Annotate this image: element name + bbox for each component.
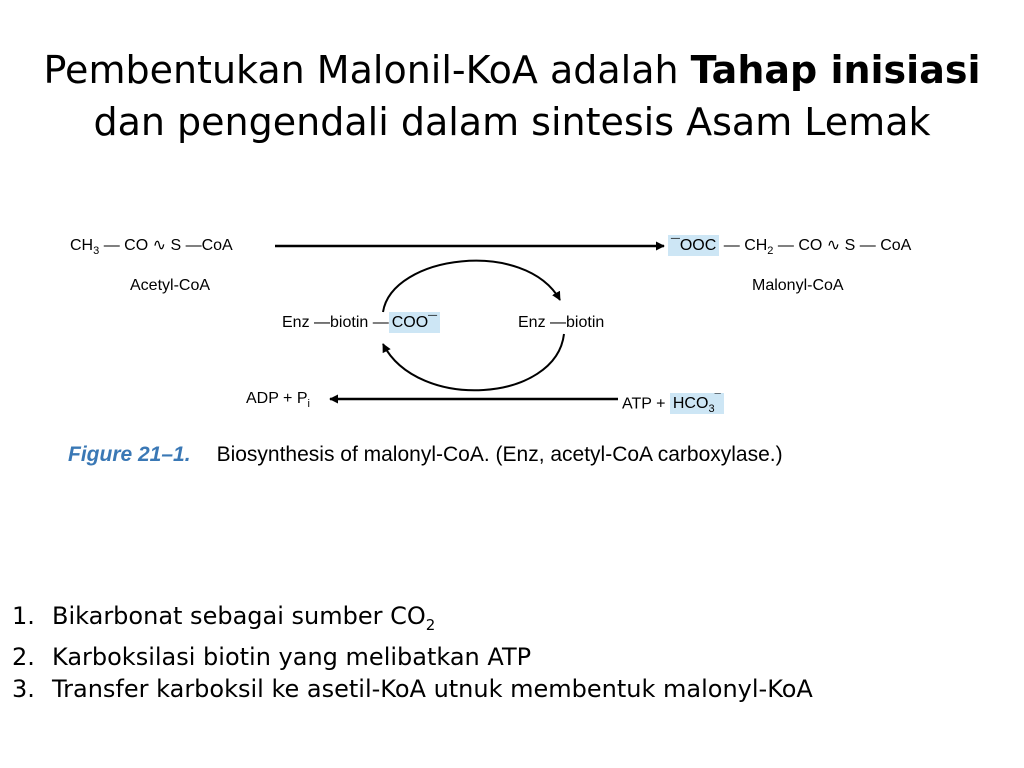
list-item: 2. Karboksilasi biotin yang melibatkan ATP: [12, 642, 532, 671]
title-prefix: Pembentukan Malonil-KoA adalah: [43, 48, 691, 92]
enz-biotin-carboxylate: Enz —biotin — COO¯: [282, 313, 440, 333]
caption-text: Biosynthesis of malonyl-CoA. (Enz, acetyl-CoA carboxylase.): [216, 443, 783, 466]
malonyl-coa-formula: ¯OOC — $CH_2$ — CO ∿ S — CoA: [668, 236, 911, 261]
numbered-list: [12, 600, 813, 705]
cycle-arrow-bottom: [383, 334, 564, 390]
title-bold: Tahap inisiasi: [690, 48, 981, 92]
figure-number: Figure 21–1.: [68, 443, 191, 466]
adp-pi: ADP + $P_i$: [246, 390, 310, 411]
enz-biotin: Enz —biotin: [518, 314, 605, 331]
cycle-arrow-top: [383, 261, 560, 312]
title-line-2: dan pengendali dalam sintesis Asam Lemak: [93, 100, 931, 144]
acetyl-coa-formula: $CH_3$ — CO ∿ S —CoA: [70, 237, 233, 258]
malonyl-coa-label: Malonyl-CoA: [752, 277, 844, 294]
list-item: 3. Transfer karboksil ke asetil-KoA utnuk membentuk malonyl-KoA: [12, 674, 813, 703]
figure-caption: [68, 441, 783, 469]
list-item: 1. Bikarbonat sebagai sumber $CO_2$: [12, 602, 436, 634]
acetyl-coa-label: Acetyl-CoA: [130, 277, 211, 294]
atp-bicarbonate: ATP + $HCO_3^¯$: [622, 389, 724, 420]
